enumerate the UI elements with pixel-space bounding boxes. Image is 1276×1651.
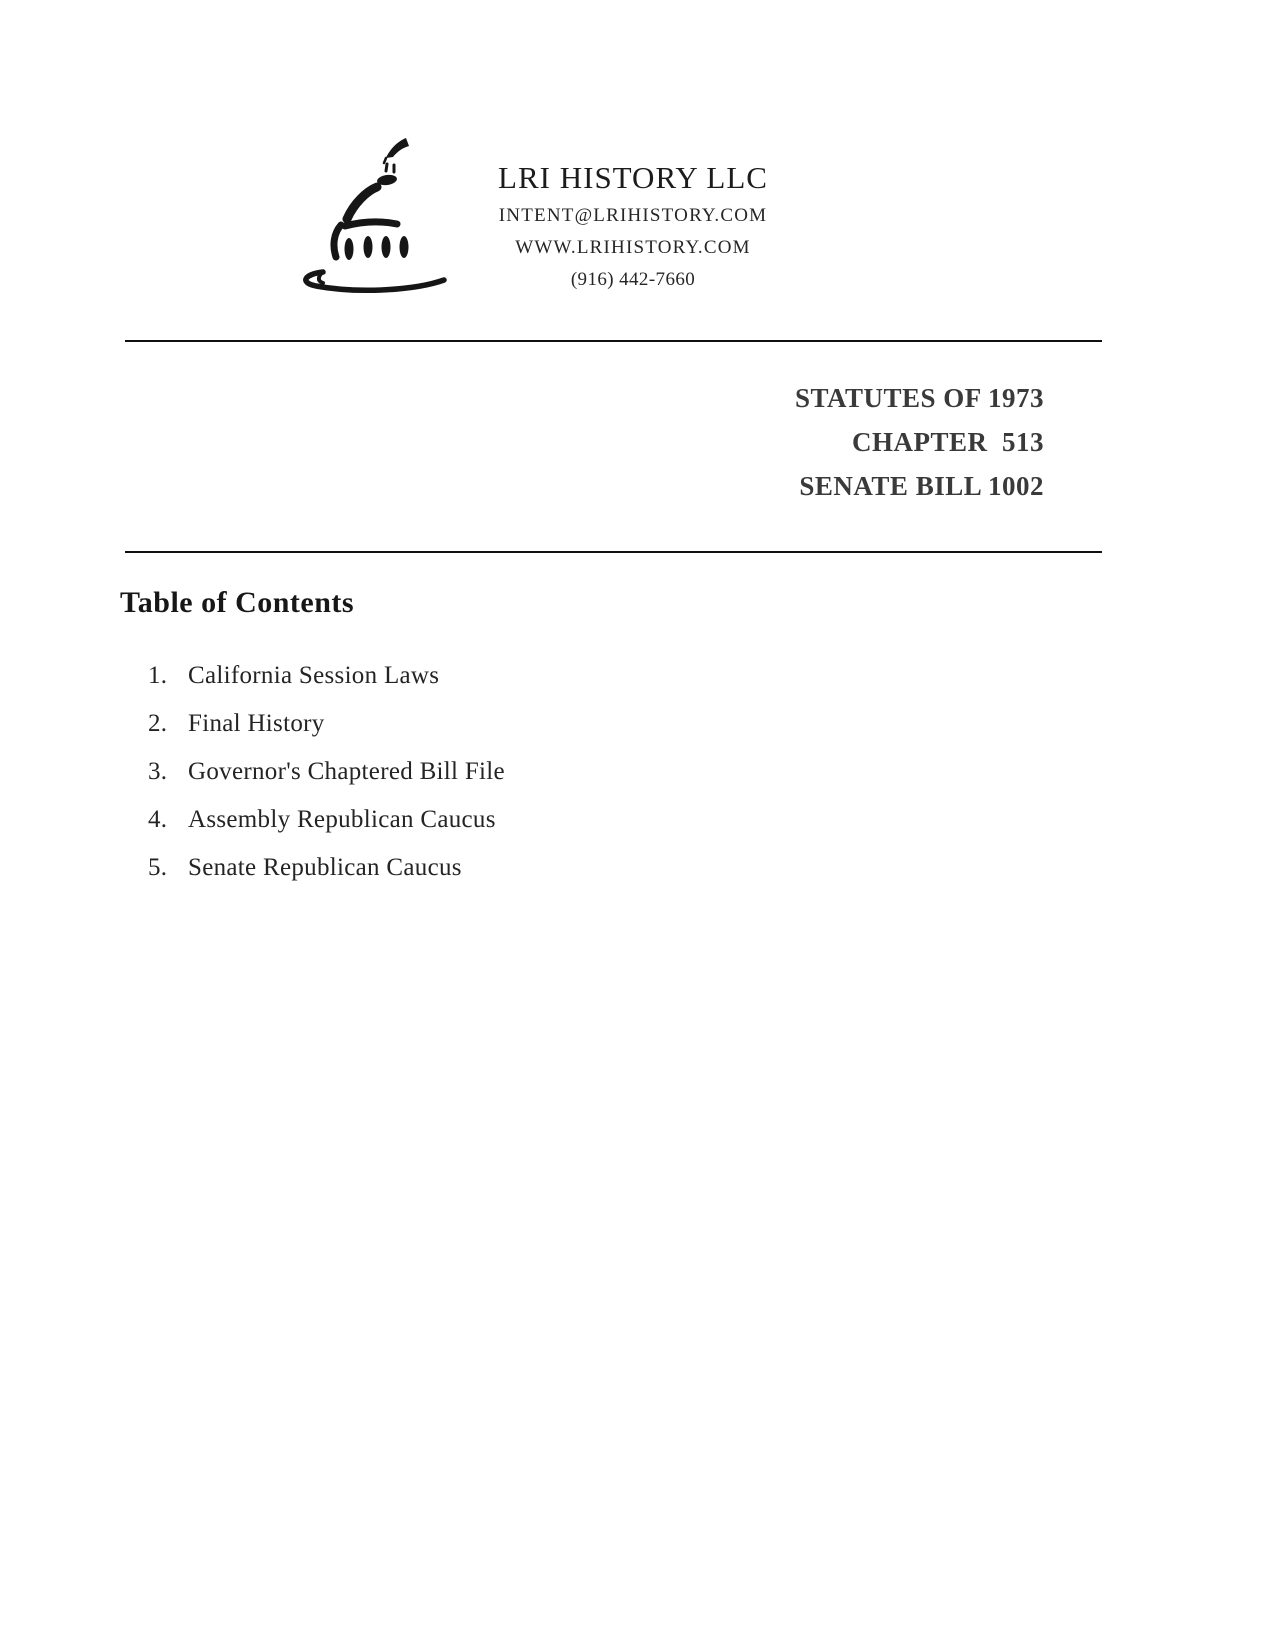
company-email: INTENT@LRIHISTORY.COM	[498, 205, 768, 226]
toc-list	[148, 652, 505, 892]
chapter-line: CHAPTER 513	[851, 427, 1044, 457]
capitol-dome-logo-icon	[290, 125, 470, 295]
divider-bottom	[125, 551, 1102, 553]
toc-item	[148, 796, 505, 844]
toc-item-label: Assembly Republican Caucus	[188, 806, 496, 833]
divider-top	[125, 340, 1102, 342]
toc-item	[148, 748, 505, 796]
statutes-line: STATUTES OF 1973	[794, 383, 1044, 413]
toc-item-number: 4.	[148, 806, 168, 833]
toc-item-number: 2.	[148, 710, 168, 737]
toc-item-label: Final History	[188, 710, 325, 737]
toc-item	[148, 700, 505, 748]
company-website: WWW.LRIHISTORY.COM	[515, 237, 751, 258]
document-header	[795, 376, 1044, 508]
toc-item-number: 3.	[148, 758, 168, 785]
toc-item-label: Governor's Chaptered Bill File	[188, 758, 505, 785]
toc-item-label: Senate Republican Caucus	[188, 854, 462, 881]
toc-item-label: California Session Laws	[188, 662, 440, 689]
company-name: LRI HISTORY LLC	[498, 160, 768, 195]
senate-bill-line: SENATE BILL 1002	[799, 471, 1044, 501]
toc-item-number: 5.	[148, 854, 168, 881]
toc-item	[148, 844, 505, 892]
brand-block	[450, 156, 816, 296]
toc-item	[148, 652, 505, 700]
toc-title: Table of Contents	[120, 586, 355, 619]
toc-item-number: 1.	[148, 662, 168, 689]
company-phone: (916) 442-7660	[570, 269, 696, 290]
